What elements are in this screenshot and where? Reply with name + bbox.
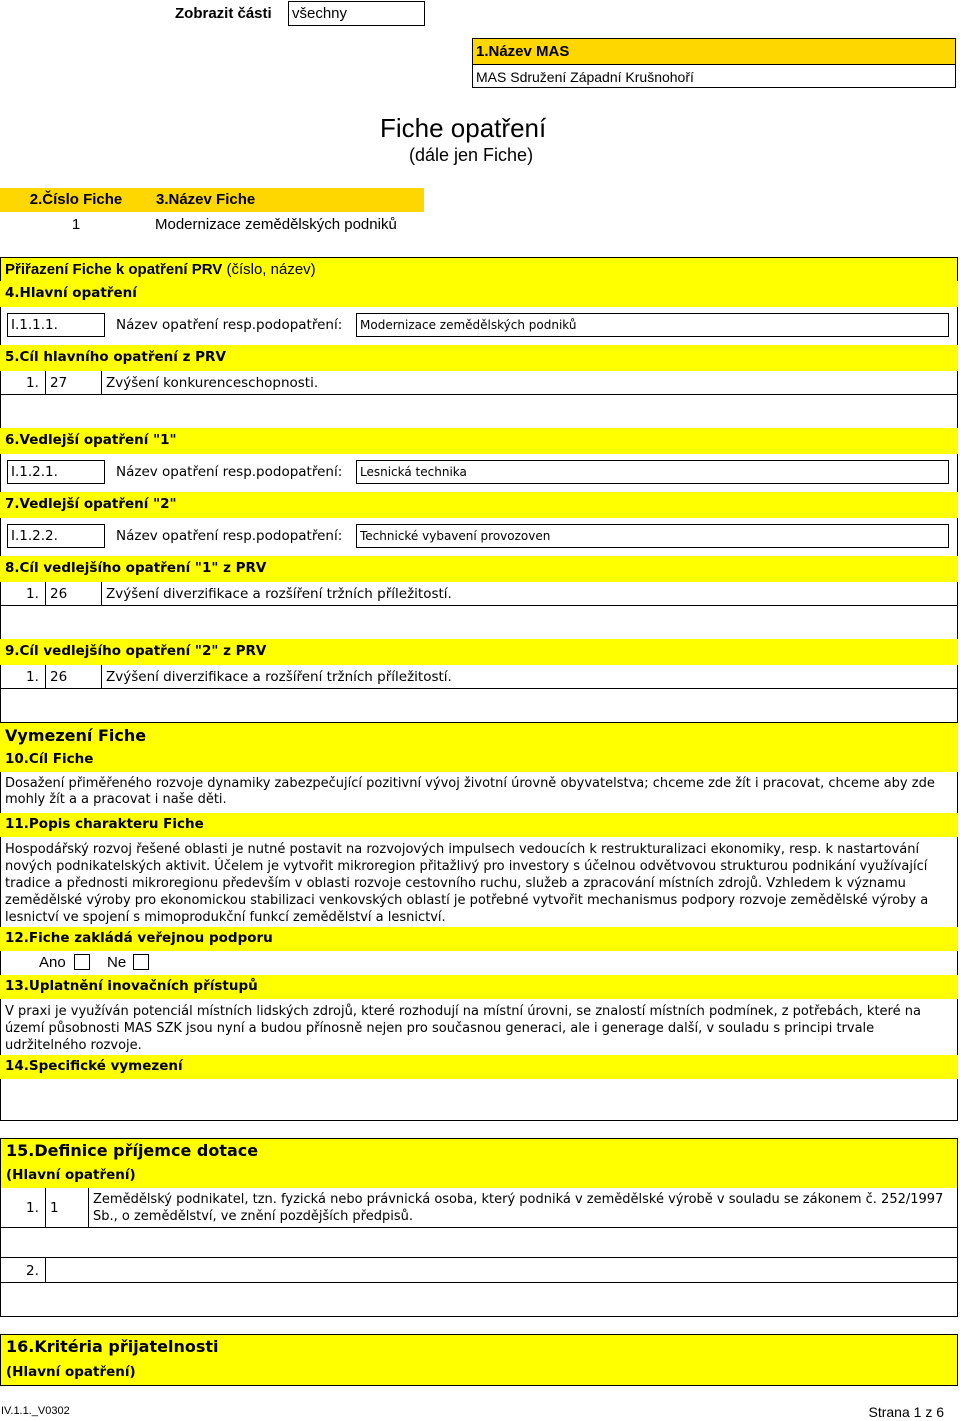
- fiche-number-value: 1: [71, 216, 81, 233]
- assign-label-normal: (číslo, název): [222, 261, 316, 278]
- s12-row: [0, 951, 958, 975]
- s12-no-checkbox[interactable]: [133, 954, 149, 970]
- display-parts-label: Zobrazit části: [175, 5, 272, 22]
- s13-text: V praxi je využíván potenciál místních lidských zdrojů, které rozhodují na místní úrovni, se znalostí místních podmínek, z potřebách, které na území působnosti MAS SZK jsou nyní a budou přínosně nejen pro současnou generaci, ale i generage další, v souladu s principi trvale udržitelného rozvoje.: [0, 999, 958, 1055]
- footer-page-number: Strana 1 z 6: [868, 1404, 944, 1420]
- mas-value: MAS Sdružení Západní Krušnohoří: [472, 64, 956, 88]
- page-subtitle: (dále jen Fiche): [409, 145, 534, 165]
- s15-bottom: [0, 1283, 958, 1317]
- s6-code: I.1.2.1.: [7, 460, 105, 484]
- s16-header: 16.Kritéria přijatelnosti: [0, 1334, 958, 1360]
- s15-num2: 2.: [26, 1263, 39, 1279]
- s10-text: Dosažení přiměřeného rozvoje dynamiky zabezpečující pozitivní vývoj životní úrovně obyvatelstva; chceme zde žít i pracovat, chceme aby zde mohly žít a a pracovat i naše děti.: [0, 772, 958, 813]
- s6-value: Lesnická technika: [356, 460, 949, 484]
- s15-spacer: [0, 1228, 958, 1257]
- s12-yes-label: Ano: [39, 954, 66, 971]
- s15-num1: 1.: [26, 1200, 39, 1216]
- s4-label: Název opatření resp.podopatření:: [116, 317, 343, 333]
- s12-yes-checkbox[interactable]: [74, 954, 90, 970]
- s7-value: Technické vybavení provozoven: [356, 524, 949, 548]
- s5-code: 27: [45, 371, 102, 394]
- assign-header: [0, 257, 958, 281]
- s9-text: Zvýšení diverzifikace a rozšíření tržních příležitostí.: [106, 669, 452, 685]
- page-title: Fiche opatření: [380, 113, 547, 143]
- s15-row1: [0, 1188, 958, 1228]
- s8-row: [0, 582, 958, 606]
- s6-header: 6.Vedlejší opatření "1": [0, 428, 958, 454]
- s7-header: 7.Vedlejší opatření "2": [0, 492, 958, 518]
- s10-header: 10.Cíl Fiche: [0, 748, 958, 772]
- s8-num: 1.: [26, 586, 39, 602]
- fiche-name-value: Modernizace zemědělských podniků: [155, 216, 397, 233]
- s15-code1: 1: [45, 1188, 89, 1227]
- s12-no-label: Ne: [107, 954, 127, 971]
- s15-text1: Zemědělský podnikatel, tzn. fyzická nebo právnická osoba, který podniká v zemědělské výrobě v souladu se zákonem č. 252/1997 Sb., o zemědělství, ve znění pozdějších předpisů.: [93, 1192, 944, 1224]
- s6-label: Název opatření resp.podopatření:: [116, 464, 343, 480]
- s7-label: Název opatření resp.podopatření:: [116, 528, 343, 544]
- s4-row: [0, 307, 958, 345]
- s12-header: 12.Fiche zakládá veřejnou podporu: [0, 927, 958, 951]
- s4-value: Modernizace zemědělských podniků: [356, 313, 949, 337]
- s7-row: [0, 518, 958, 556]
- s5-text: Zvýšení konkurenceschopnosti.: [106, 375, 319, 391]
- s15-header: 15.Definice příjemce dotace: [0, 1138, 958, 1164]
- s4-code: I.1.1.1.: [7, 313, 105, 337]
- assign-label-bold: Přiřazení Fiche k opatření PRV: [5, 261, 223, 278]
- s9-header: 9.Cíl vedlejšího opatření "2" z PRV: [0, 639, 958, 665]
- s5-header: 5.Cíl hlavního opatření z PRV: [0, 345, 958, 371]
- vymezeni-header: Vymezení Fiche: [0, 722, 958, 748]
- s4-header: 4.Hlavní opatření: [0, 281, 958, 307]
- s9-num: 1.: [26, 669, 39, 685]
- s5-num: 1.: [26, 375, 39, 391]
- fiche-number-label: 2.Číslo Fiche: [0, 188, 152, 212]
- footer-doc-code: IV.1.1._V0302: [1, 1405, 70, 1417]
- s8-text: Zvýšení diverzifikace a rozšíření tržních příležitostí.: [106, 586, 452, 602]
- s15-subheader: (Hlavní opatření): [0, 1164, 958, 1188]
- s7-code: I.1.2.2.: [7, 524, 105, 548]
- s11-header: 11.Popis charakteru Fiche: [0, 813, 958, 837]
- s5-spacer: [0, 395, 958, 428]
- s8-spacer: [0, 606, 958, 639]
- s5-row: [0, 371, 958, 395]
- s8-code: 26: [45, 582, 102, 605]
- s9-code: 26: [45, 665, 102, 688]
- display-parts-select[interactable]: všechny: [288, 1, 425, 26]
- s13-header: 13.Uplatnění inovačních přístupů: [0, 975, 958, 999]
- s15-code2: [45, 1258, 46, 1282]
- mas-header: 1.Název MAS: [472, 38, 956, 64]
- s9-row: [0, 665, 958, 689]
- fiche-name-label: 3.Název Fiche: [152, 188, 424, 212]
- s15-row2: [0, 1257, 958, 1283]
- s14-header: 14.Specifické vymezení: [0, 1055, 958, 1079]
- s16-subheader: (Hlavní opatření): [0, 1360, 958, 1386]
- s11-text: Hospodářský rozvoj řešené oblasti je nutné postavit na rozvojových impulsech vedoucích k restrukturalizaci ekonomiky, resp. k nastartování nových podnikatelských aktivit. Účelem je vytvořit mikroregion přitažlivý pro investory s účelnou odvětvovou strukturou podnikání využívající tradice a přednosti mikroregionu především v oblasti rozvoje cestovního ruchu, služeb a zpracování místních zdrojů. Vzhledem k významu zemědělské výroby pro ekonomickou stabilizaci venkovských oblastí je potřebné vytvořit mechanismus podpory rozvoje zemědělské výroby a lesnictví ve spojení s mimoprodukční funkcí zemědělství a lesnictví.: [0, 837, 958, 927]
- s14-value: [0, 1079, 958, 1121]
- s8-header: 8.Cíl vedlejšího opatření "1" z PRV: [0, 556, 958, 582]
- s9-spacer: [0, 689, 958, 722]
- s6-row: [0, 454, 958, 492]
